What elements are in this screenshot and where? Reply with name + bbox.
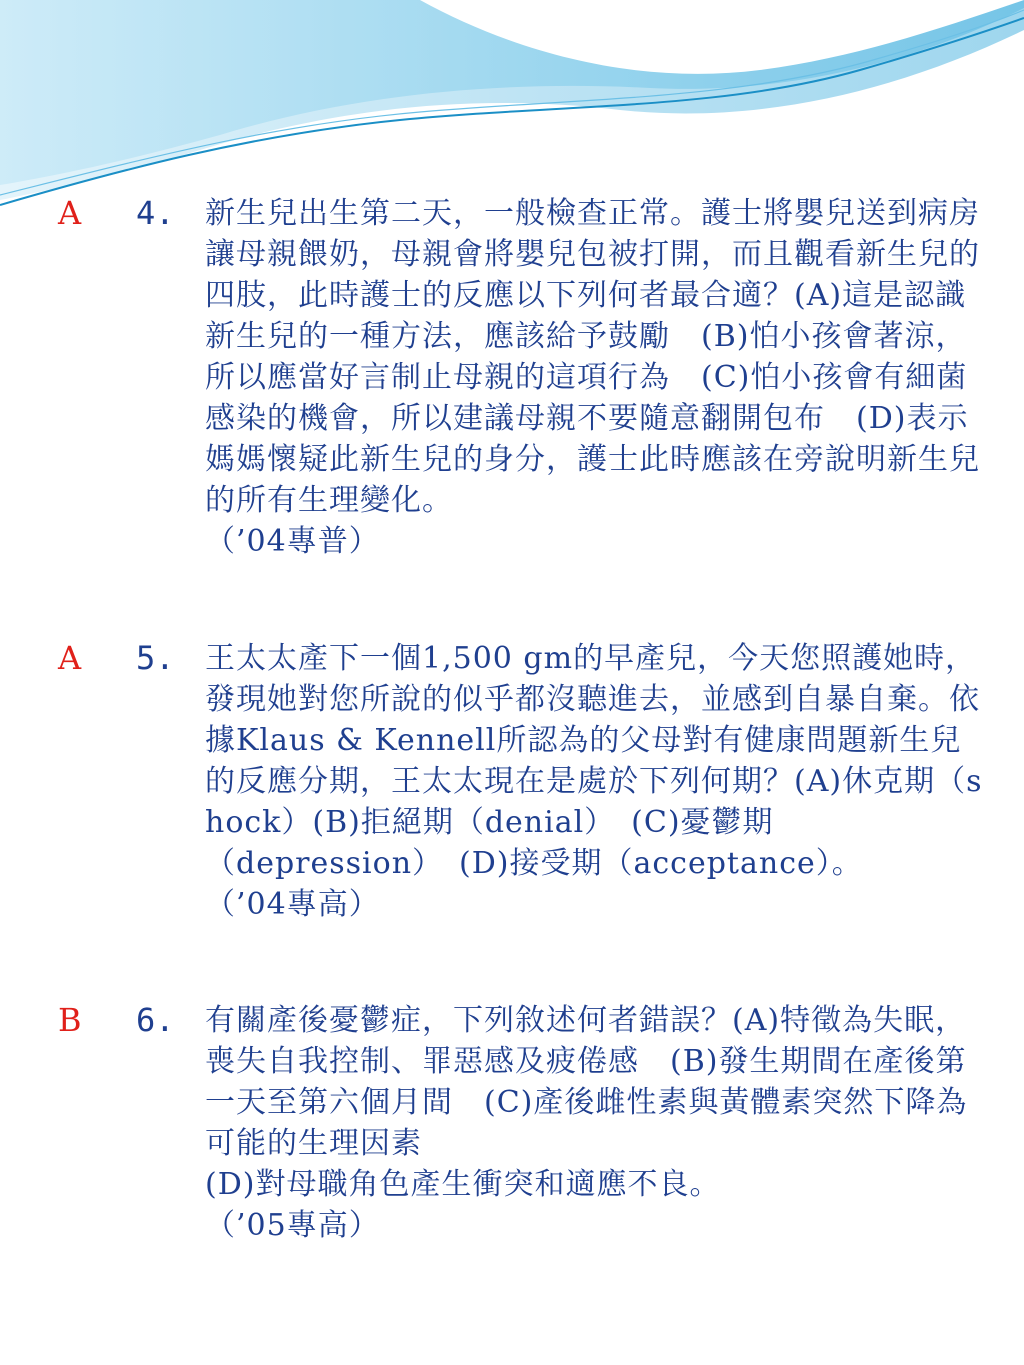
- answer-key: A: [58, 639, 82, 677]
- question-text: 有關產後憂鬱症，下列敘述何者錯誤？(A)特徵為失眠，喪失自我控制、罪惡感及疲倦感 (B)發生期間在產後第一天至第六個月間 (C)產後雌性素與黃體素突然下降為可能的生理因素 (D)對母職角色產生衝突和適應不良。 （’05專高）: [205, 1003, 968, 1243]
- question-number: 6.: [136, 1001, 175, 1039]
- question-text: 王太太產下一個1,500 gm的早產兒，今天您照護她時，發現她對您所說的似乎都沒聽進去，並感到自暴自棄。依據Klaus & Kennell所認為的父母對有健康問題新生兒的反應分期，王太太現在是處於下列何期？(A)休克期（shock）(B)拒絕期（denial） (C)憂鬱期 （depression） (D)接受期（acceptance）。 （’04專高）: [205, 641, 983, 922]
- question-number: 4.: [136, 194, 175, 232]
- question-number: 5.: [136, 639, 175, 677]
- decorative-wave-header: [0, 0, 1024, 210]
- question-text: 新生兒出生第二天，一般檢查正常。護士將嬰兒送到病房讓母親餵奶，母親會將嬰兒包被打開，而且觀看新生兒的四肢，此時護士的反應以下列何者最合適？(A)這是認識新生兒的一種方法，應該給予鼓勵 (B)怕小孩會著涼，所以應當好言制止母親的這項行為 (C)怕小孩會有細菌感染的機會，所以建議母親不要隨意翻開包布 (D)表示媽媽懷疑此新生兒的身分，護士此時應該在旁說明新生兒的所有生理變化。 （’04專普）: [205, 196, 980, 559]
- answer-key: B: [58, 1001, 82, 1039]
- answer-key: A: [58, 194, 82, 232]
